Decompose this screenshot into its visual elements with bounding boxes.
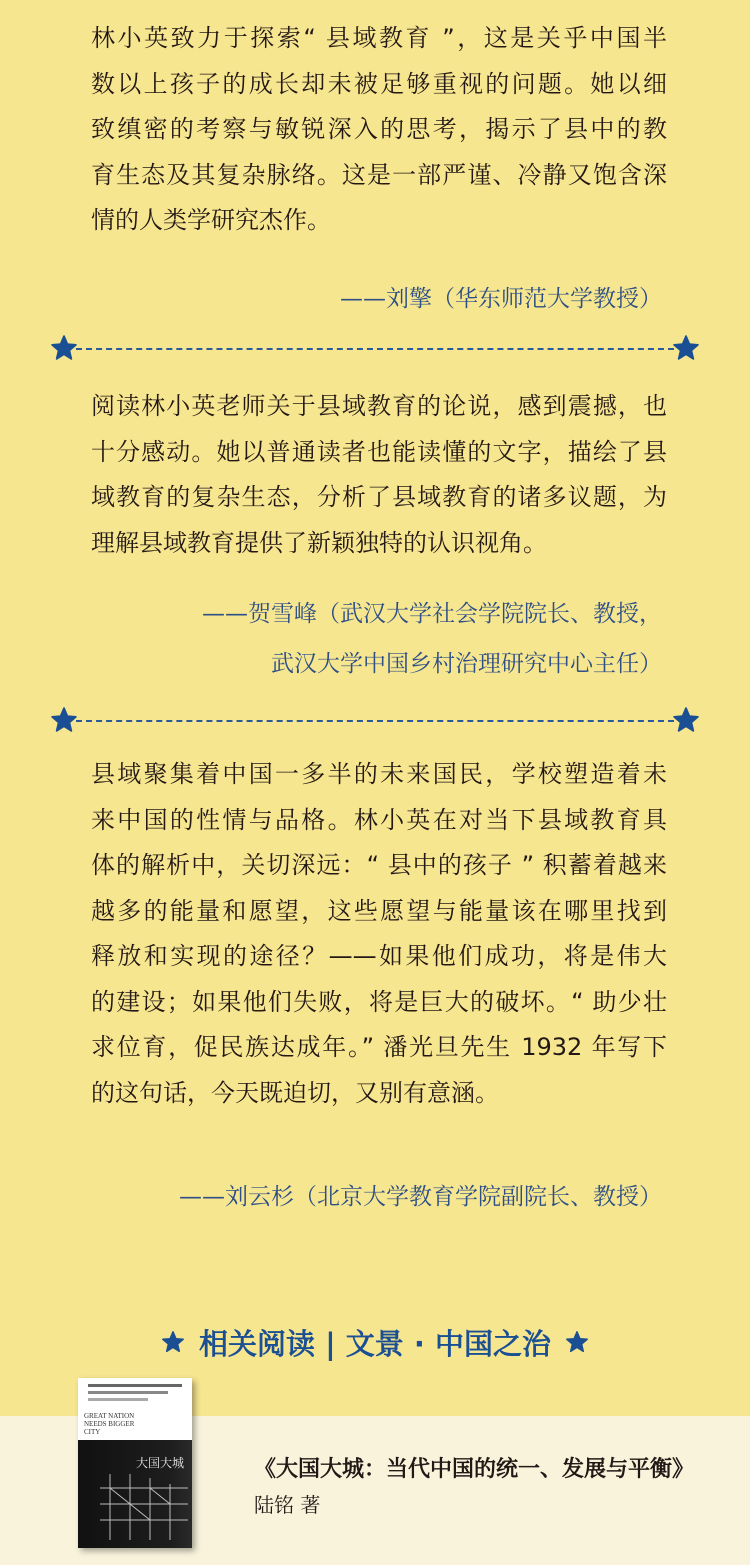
book-cover-english: GREAT NATION NEEDS BIGGER CITY (84, 1412, 135, 1436)
book-author: 陆铭 著 (254, 1493, 321, 1517)
book-cover-title: 大国大城 (136, 1456, 185, 1470)
quote-line: 越多的能量和愿望，这些愿望与能量该在哪里找到 (91, 896, 667, 925)
quote-line: 阅读林小英老师关于县域教育的论说，感到震撼，也 (91, 392, 667, 420)
quote-line: 致缜密的考察与敏锐深入的思考，揭示了县中的教 (91, 115, 667, 143)
quote-1 (91, 16, 667, 244)
related-reading-heading (0, 1320, 750, 1364)
quote-line: 数以上孩子的成长却未被足够重视的问题。她以细 (91, 69, 667, 98)
scaffold-illustration (100, 1474, 188, 1540)
star-icon (161, 1330, 185, 1354)
quote-line: 十分感动。她以普通读者也能读懂的文字，描绘了县 (91, 437, 667, 466)
quote-last-line: 情的人类学研究杰作。 (91, 206, 331, 234)
quote-line: 的建设；如果他们失败，将是巨大的破坏。“ 助少壮 (91, 987, 667, 1016)
dashed-divider (50, 706, 700, 736)
quote-line: 求位育，促民族达成年。” 潘光旦先生 1932 年写下 (91, 1033, 667, 1061)
star-icon (50, 706, 78, 734)
quote-line: 县域聚集着中国一多半的未来国民，学校塑造着未 (91, 760, 667, 788)
quote-3-attribution: ——刘云杉（北京大学教育学院副院长、教授） (179, 1184, 662, 1210)
quote-2 (91, 384, 667, 566)
quote-line: 来中国的性情与品格。林小英在对当下县域教育具 (91, 805, 667, 834)
star-icon (50, 334, 78, 362)
book-title[interactable]: 《大国大城：当代中国的统一、发展与平衡》 (254, 1457, 695, 1482)
quote-line: 林小英致力于探索“ 县域教育 ”，这是关乎中国半 (91, 24, 667, 52)
quote-line: 体的解析中，关切深远：“ 县中的孩子 ” 积蓄着越来 (91, 851, 667, 879)
dashed-line (76, 348, 674, 350)
quote-line: 域教育的复杂生态，分析了县域教育的诸多议题，为 (91, 483, 667, 511)
quote-1-attribution: ——刘擎（华东师范大学教授） (340, 286, 662, 312)
star-icon (672, 706, 700, 734)
quote-line: 育生态及其复杂脉络。这是一部严谨、冷静又饱含深 (91, 160, 667, 189)
dashed-divider (50, 334, 700, 364)
quote-last-line: 理解县域教育提供了新颖独特的认识视角。 (91, 528, 547, 557)
dashed-line (76, 720, 674, 722)
star-icon (565, 1330, 589, 1354)
quote-3 (91, 752, 667, 1116)
related-reading-title: 相关阅读 | 文景 · 中国之治 (199, 1326, 551, 1361)
quote-last-line: 的这句话，今天既迫切，又别有意涵。 (91, 1078, 499, 1107)
quote-2-attribution: ——贺雪峰（武汉大学社会学院院长、教授， 武汉大学中国乡村治理研究中心主任） (202, 601, 662, 677)
book-cover-image[interactable] (78, 1378, 192, 1548)
quote-line: 释放和实现的途径？——如果他们成功，将是伟大 (91, 942, 667, 970)
star-icon (672, 334, 700, 362)
